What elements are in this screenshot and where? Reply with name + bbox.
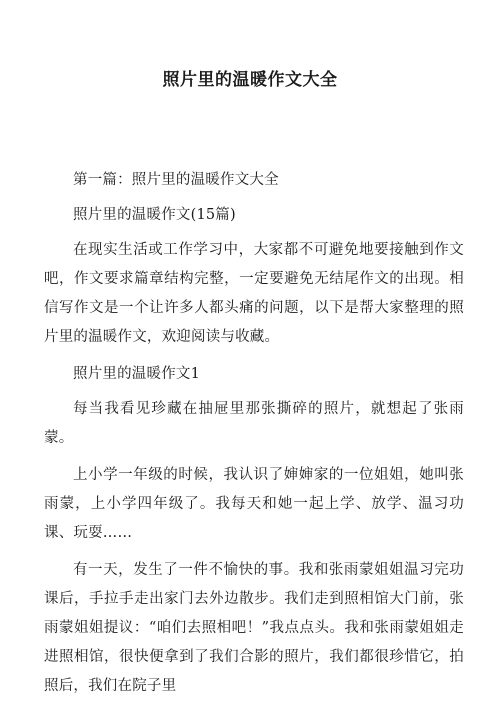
document-title: 照片里的温暖作文大全 (162, 70, 338, 90)
document-body (44, 166, 464, 709)
intro-paragraph: 在现实生活或工作学习中，大家都不可避免地要接触到作文吧，作文要求篇章结构完整，一定要避免无结尾作文的出现。相信写作文是一个让许多人都头痛的问题，以下是帮大家整理的照片里的温暖作文，欢迎阅读与收藏。 (44, 242, 464, 345)
section-heading: 第一篇：照片里的温暖作文大全 (73, 172, 279, 188)
body-paragraph: 每当我看见珍藏在抽屉里那张撕碎的照片，就想起了张雨蒙。 (44, 401, 464, 446)
essay-heading: 照片里的温暖作文1 (73, 366, 201, 382)
body-paragraph: 上小学一年级的时候，我认识了婶婶家的一位姐姐，她叫张雨蒙，上小学四年级了。我每天和她一起上学、放学、温习功课、玩耍…… (44, 467, 464, 541)
body-paragraph: 有一天，发生了一件不愉快的事。我和张雨蒙姐姐温习完功课后，手拉手走出家门去外边散步。我们走到照相馆大门前，张雨蒙姐姐提议：“咱们去照相吧！”我点点头。我和张雨蒙姐姐走进照相馆，很快便拿到了我们合影的照片，我们都很珍惜它，拍照后，我们在院子里 (44, 562, 464, 694)
subsection-heading: 照片里的温暖作文(15篇) (73, 207, 236, 223)
